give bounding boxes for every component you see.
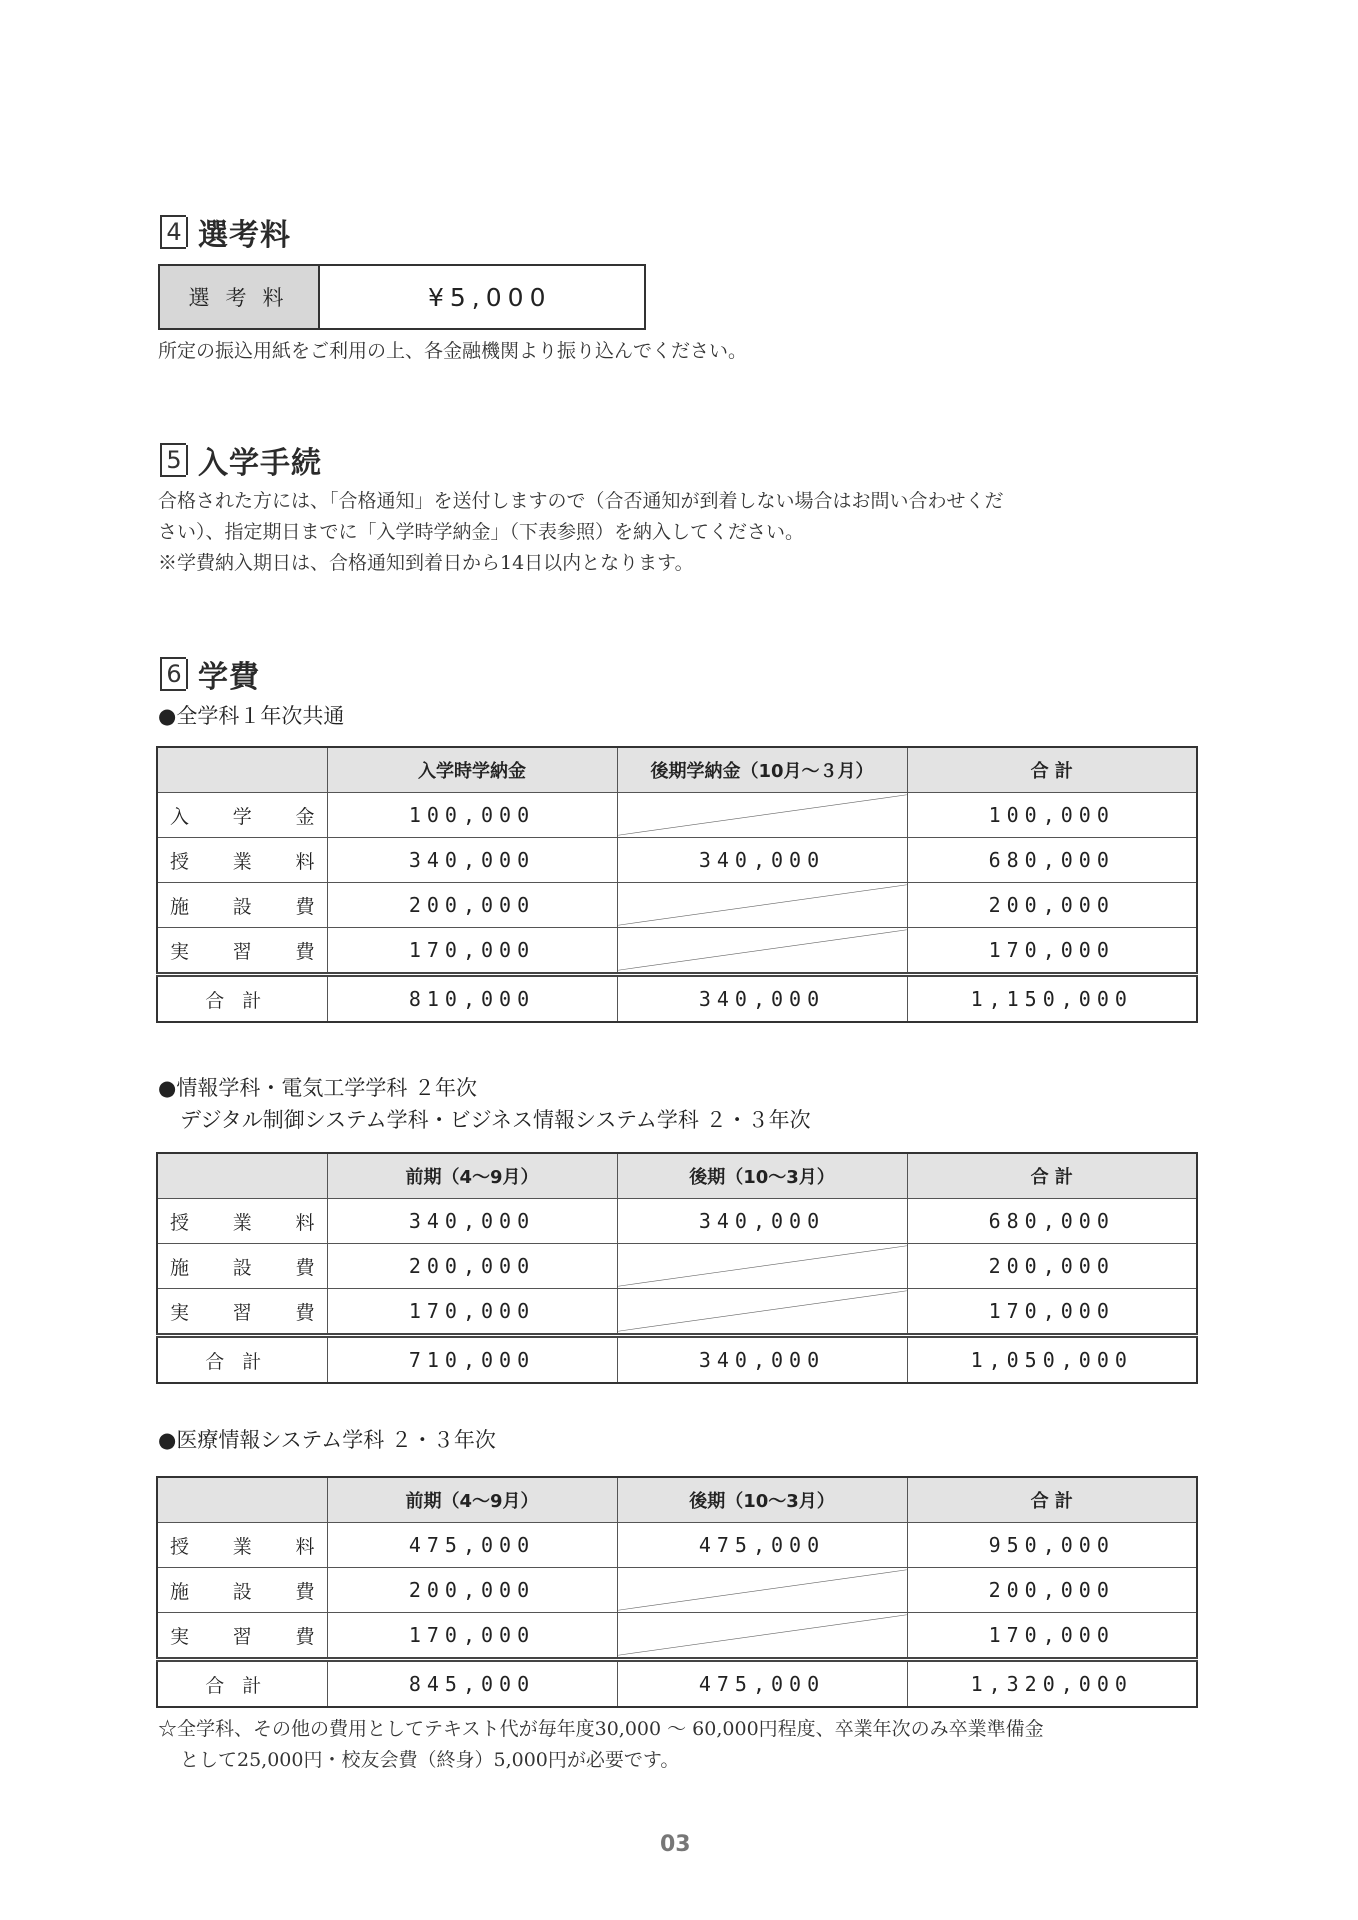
cell-value: 170,000: [327, 1289, 617, 1336]
table3-heading: ●医療情報システム学科 ２・３年次: [158, 1428, 496, 1452]
enrollment-text-line: 合格された方には、「合格通知」を送付しますので（合否通知が到着しない場合はお問い合わせくだ: [158, 490, 1004, 512]
total-value: 340,000: [617, 1336, 907, 1384]
cell-value: 200,000: [327, 1244, 617, 1289]
enrollment-text-line: ※学費納入期日は、合格通知到着日から14日以内となります。: [158, 552, 694, 574]
total-value: 1,050,000: [907, 1336, 1197, 1384]
cell-value: 170,000: [907, 1289, 1197, 1336]
table-row: [157, 1199, 1197, 1244]
cell-value: 200,000: [907, 1244, 1197, 1289]
cell-value: 100,000: [327, 793, 617, 838]
cell-value: 475,000: [327, 1523, 617, 1568]
section-title: 入学手続: [198, 446, 322, 481]
row-label: 実習費: [157, 1613, 327, 1660]
cell-value: 170,000: [907, 1613, 1197, 1660]
row-label: 入学金: [157, 793, 327, 838]
table2-heading-line: ●情報学科・電気工学学科 ２年次: [158, 1076, 477, 1100]
row-label: 授業料: [157, 1523, 327, 1568]
header-cell: 前期（4～9月）: [327, 1477, 617, 1523]
table-header-row: [157, 747, 1197, 793]
table-total-row: [157, 975, 1197, 1023]
table-total-row: [157, 1336, 1197, 1384]
total-value: 1,320,000: [907, 1660, 1197, 1708]
cell-value: 170,000: [327, 1613, 617, 1660]
empty-cell-slash: [617, 1244, 907, 1289]
enrollment-text-line: さい）、指定期日までに「入学時学納金」（下表参照）を納入してください。: [158, 521, 805, 543]
cell-value: 170,000: [327, 928, 617, 975]
table-header-row: [157, 1477, 1197, 1523]
selection-fee-box: [158, 264, 646, 330]
cell-value: 950,000: [907, 1523, 1197, 1568]
other-fees-footnote: [158, 1714, 1218, 1776]
cell-value: 340,000: [617, 1199, 907, 1244]
empty-cell-slash: [617, 1289, 907, 1336]
total-label: 合計: [157, 1336, 327, 1384]
cell-value: 200,000: [907, 1568, 1197, 1613]
header-cell: 入学時学納金: [327, 747, 617, 793]
header-cell: 合 計: [907, 1153, 1197, 1199]
row-label: 授業料: [157, 838, 327, 883]
table-row: [157, 883, 1197, 928]
table-row: [157, 1289, 1197, 1336]
table1-heading: ●全学科１年次共通: [158, 704, 345, 728]
row-label: 施設費: [157, 1568, 327, 1613]
cell-value: 680,000: [907, 838, 1197, 883]
section-number: 5: [160, 443, 186, 477]
table-total-row: [157, 1660, 1197, 1708]
fee-table-year1: [156, 746, 1198, 1023]
cell-value: 340,000: [327, 838, 617, 883]
table-row: [157, 928, 1197, 975]
table-row: [157, 1613, 1197, 1660]
cell-value: 475,000: [617, 1523, 907, 1568]
enrollment-text: [158, 486, 1208, 579]
cell-value: 340,000: [327, 1199, 617, 1244]
section-6-heading: [160, 652, 260, 696]
header-cell: 合 計: [907, 747, 1197, 793]
header-cell: 合 計: [907, 1477, 1197, 1523]
empty-cell-slash: [617, 793, 907, 838]
selection-fee-label: 選考料: [160, 266, 320, 328]
total-label: 合計: [157, 1660, 327, 1708]
empty-cell-slash: [617, 1568, 907, 1613]
header-blank: [157, 1477, 327, 1523]
empty-cell-slash: [617, 1613, 907, 1660]
section-title: 学費: [198, 660, 260, 695]
header-blank: [157, 747, 327, 793]
page-number: 03: [660, 1832, 691, 1857]
section-5-heading: [160, 438, 322, 482]
fee-table-medical: [156, 1476, 1198, 1708]
cell-value: 200,000: [327, 883, 617, 928]
total-label: 合計: [157, 975, 327, 1023]
fee-table-year2: [156, 1152, 1198, 1384]
table-row: [157, 838, 1197, 883]
row-label: 施設費: [157, 1244, 327, 1289]
selection-fee-value: ¥5,000: [428, 282, 552, 312]
header-cell: 後期学納金（10月～３月）: [617, 747, 907, 793]
empty-cell-slash: [617, 883, 907, 928]
row-label: 実習費: [157, 928, 327, 975]
footnote-line: として25,000円・校友会費（終身）5,000円が必要です。: [180, 1749, 680, 1771]
table-row: [157, 1244, 1197, 1289]
table-row: [157, 1523, 1197, 1568]
cell-value: 340,000: [617, 838, 907, 883]
header-cell: 後期（10～3月）: [617, 1477, 907, 1523]
total-value: 845,000: [327, 1660, 617, 1708]
cell-value: 200,000: [327, 1568, 617, 1613]
cell-value: 200,000: [907, 883, 1197, 928]
header-blank: [157, 1153, 327, 1199]
section-4-heading: [160, 210, 291, 254]
table-header-row: [157, 1153, 1197, 1199]
total-value: 710,000: [327, 1336, 617, 1384]
section-title: 選考料: [198, 218, 291, 253]
section-number: 4: [160, 215, 186, 249]
table-row: [157, 793, 1197, 838]
table-row: [157, 1568, 1197, 1613]
total-value: 340,000: [617, 975, 907, 1023]
total-value: 475,000: [617, 1660, 907, 1708]
row-label: 施設費: [157, 883, 327, 928]
cell-value: 100,000: [907, 793, 1197, 838]
empty-cell-slash: [617, 928, 907, 975]
cell-value: 170,000: [907, 928, 1197, 975]
header-cell: 前期（4～9月）: [327, 1153, 617, 1199]
header-cell: 後期（10～3月）: [617, 1153, 907, 1199]
row-label: 実習費: [157, 1289, 327, 1336]
section-number: 6: [160, 657, 186, 691]
table2-heading: [158, 1072, 811, 1136]
cell-value: 680,000: [907, 1199, 1197, 1244]
total-value: 1,150,000: [907, 975, 1197, 1023]
total-value: 810,000: [327, 975, 617, 1023]
footnote-line: ☆全学科、その他の費用としてテキスト代が毎年度30,000 ～ 60,000円程度、卒業年次のみ卒業準備金: [158, 1718, 1044, 1740]
payment-note: 所定の振込用紙をご利用の上、各金融機関より振り込んでください。: [158, 340, 748, 362]
row-label: 授業料: [157, 1199, 327, 1244]
table2-heading-line: デジタル制御システム学科・ビジネス情報システム学科 ２・３年次: [180, 1108, 811, 1132]
